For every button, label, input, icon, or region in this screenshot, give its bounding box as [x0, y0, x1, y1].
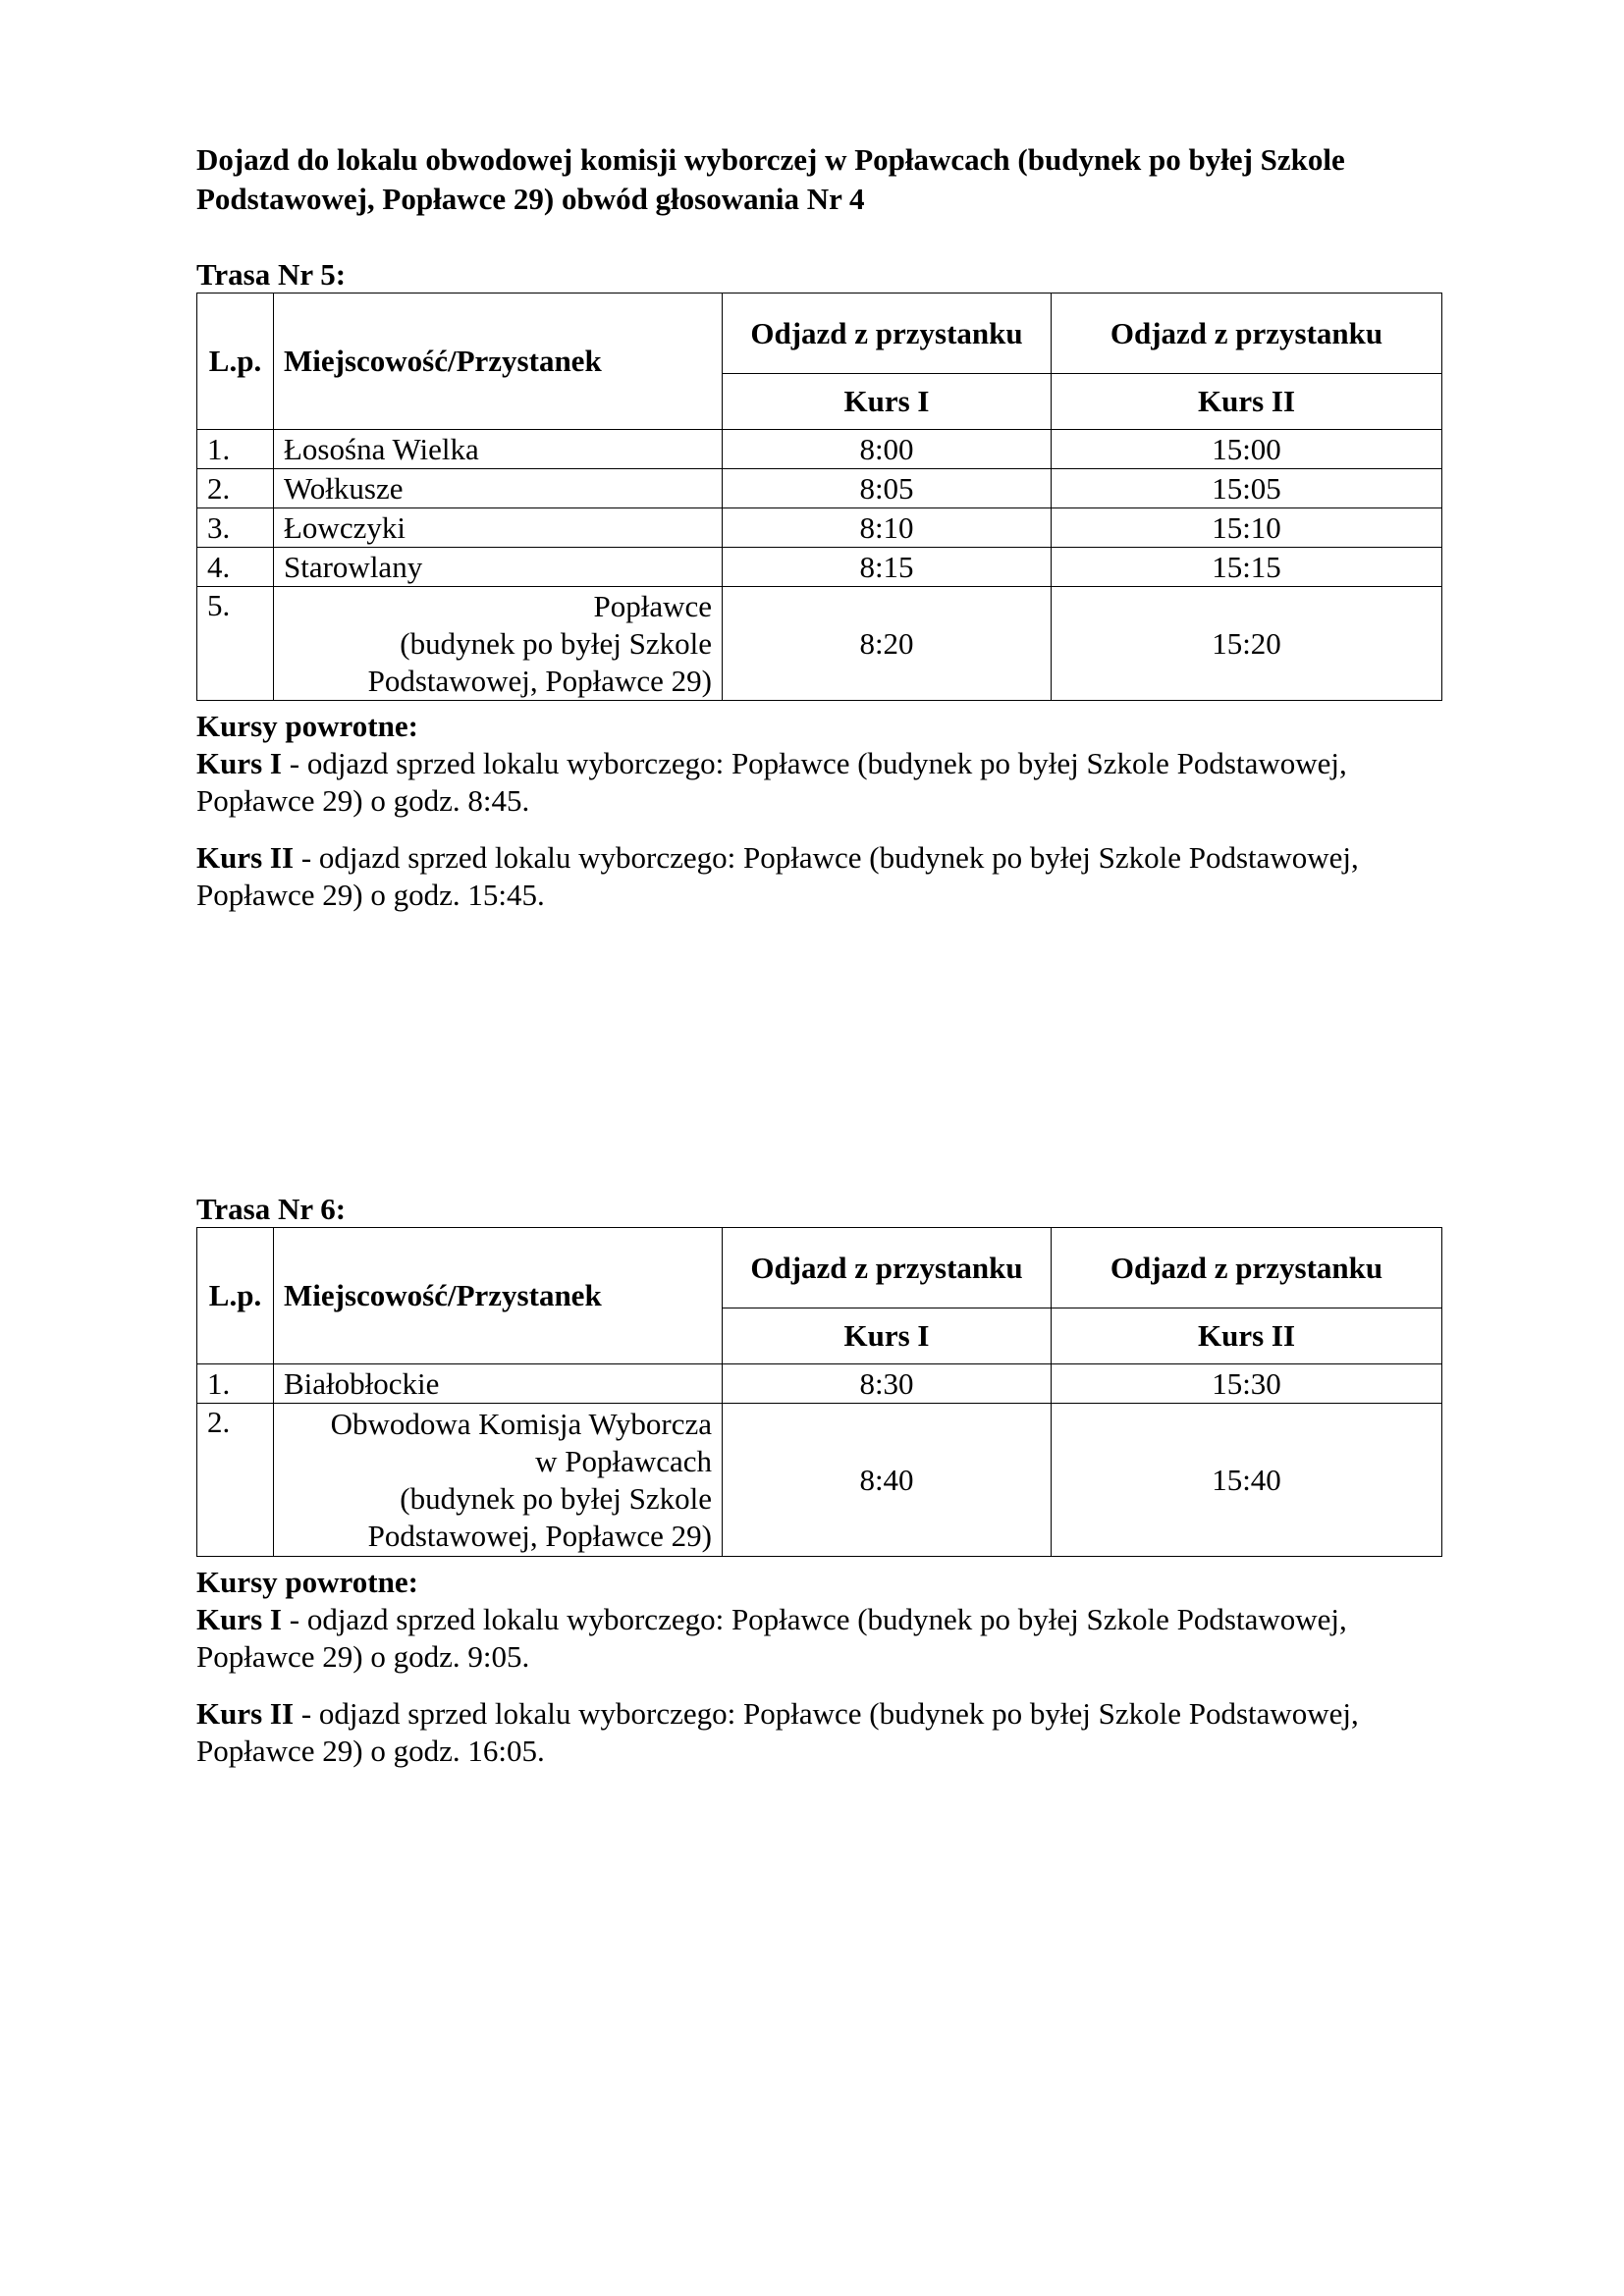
place-line: (budynek po byłej Szkole: [400, 1480, 712, 1516]
return-kurs-1: [196, 1601, 1441, 1676]
header-departure-1: Odjazd z przystanku: [723, 1228, 1052, 1308]
route-6-table: [196, 1227, 1442, 1557]
return-kurs-2: [196, 1695, 1441, 1770]
row-kurs-1-time: 8:15: [723, 548, 1052, 587]
row-kurs-1-time: 8:00: [723, 430, 1052, 469]
table-row: [197, 548, 1442, 587]
route-5-table: [196, 293, 1442, 701]
return-kurs-label: Kurs II: [196, 1696, 295, 1731]
header-kurs-1: Kurs I: [723, 1308, 1052, 1364]
place-line: Popławce: [593, 588, 712, 623]
return-kurs-text: - odjazd sprzed lokalu wyborczego: Popławce (budynek po byłej Szkole Podstawowej, Popławce 29) o godz. 8:45.: [196, 746, 1347, 818]
header-kurs-1: Kurs I: [723, 374, 1052, 430]
table-row: [197, 1404, 1442, 1557]
row-lp: 3.: [197, 508, 274, 548]
header-departure-2: Odjazd z przystanku: [1052, 294, 1442, 374]
returns-title: Kursy powrotne:: [196, 1565, 418, 1599]
row-kurs-2-time: 15:00: [1052, 430, 1442, 469]
place-line: Obwodowa Komisja Wyborcza: [330, 1406, 712, 1441]
table-row: [197, 430, 1442, 469]
return-kurs-label: Kurs II: [196, 840, 295, 875]
row-place: Starowlany: [274, 548, 723, 587]
row-kurs-2-time: 15:30: [1052, 1364, 1442, 1404]
returns-title: Kursy powrotne:: [196, 709, 418, 743]
return-kurs-label: Kurs I: [196, 1602, 282, 1636]
return-kurs-label: Kurs I: [196, 746, 282, 780]
place-line: (budynek po byłej Szkole: [400, 625, 712, 661]
row-kurs-2-time: 15:40: [1052, 1404, 1442, 1557]
header-lp: L.p.: [197, 1228, 274, 1364]
row-kurs-2-time: 15:15: [1052, 548, 1442, 587]
header-kurs-2: Kurs II: [1052, 374, 1442, 430]
row-lp: 5.: [197, 587, 274, 701]
table-row: [197, 587, 1442, 701]
row-lp: 1.: [197, 430, 274, 469]
route-6-returns: [196, 1564, 1441, 1770]
route-5-returns: [196, 708, 1441, 914]
route-5-title: Trasa Nr 5:: [196, 257, 347, 292]
return-kurs-text: - odjazd sprzed lokalu wyborczego: Popławce (budynek po byłej Szkole Podstawowej, Popławce 29) o godz. 9:05.: [196, 1602, 1347, 1674]
row-lp: 2.: [197, 469, 274, 508]
header-departure-1: Odjazd z przystanku: [723, 294, 1052, 374]
route-6-title: Trasa Nr 6:: [196, 1192, 347, 1226]
header-lp: L.p.: [197, 294, 274, 430]
row-lp: 4.: [197, 548, 274, 587]
row-place: Łowczyki: [274, 508, 723, 548]
row-kurs-2-time: 15:20: [1052, 587, 1442, 701]
document-heading: Dojazd do lokalu obwodowej komisji wyborczej w Popławcach (budynek po byłej Szkole Podstawowej, Popławce 29) obwód głosowania Nr 4: [196, 142, 1345, 216]
place-line: Podstawowej, Popławce 29): [367, 1518, 712, 1553]
table-row: [197, 508, 1442, 548]
place-line: w Popławcach: [535, 1443, 712, 1478]
return-kurs-text: - odjazd sprzed lokalu wyborczego: Popławce (budynek po byłej Szkole Podstawowej, Popławce 29) o godz. 16:05.: [196, 1696, 1359, 1768]
row-place: Białobłockie: [274, 1364, 723, 1404]
return-kurs-1: [196, 745, 1441, 820]
return-kurs-2: [196, 839, 1441, 914]
row-kurs-1-time: 8:10: [723, 508, 1052, 548]
header-departure-2: Odjazd z przystanku: [1052, 1228, 1442, 1308]
header-place: Miejscowość/Przystanek: [274, 294, 723, 430]
table-row: [197, 469, 1442, 508]
header-place: Miejscowość/Przystanek: [274, 1228, 723, 1364]
row-kurs-1-time: 8:20: [723, 587, 1052, 701]
row-lp: 2.: [197, 1404, 274, 1557]
table-row: [197, 1364, 1442, 1404]
row-kurs-2-time: 15:10: [1052, 508, 1442, 548]
row-kurs-1-time: 8:40: [723, 1404, 1052, 1557]
row-kurs-1-time: 8:30: [723, 1364, 1052, 1404]
place-line: Podstawowej, Popławce 29): [367, 663, 712, 698]
header-kurs-2: Kurs II: [1052, 1308, 1442, 1364]
row-kurs-1-time: 8:05: [723, 469, 1052, 508]
row-lp: 1.: [197, 1364, 274, 1404]
row-place: Łosośna Wielka: [274, 430, 723, 469]
return-kurs-text: - odjazd sprzed lokalu wyborczego: Popławce (budynek po byłej Szkole Podstawowej, Popławce 29) o godz. 15:45.: [196, 840, 1359, 912]
row-kurs-2-time: 15:05: [1052, 469, 1442, 508]
row-place: [274, 587, 723, 701]
row-place: Wołkusze: [274, 469, 723, 508]
row-place: [274, 1404, 723, 1557]
